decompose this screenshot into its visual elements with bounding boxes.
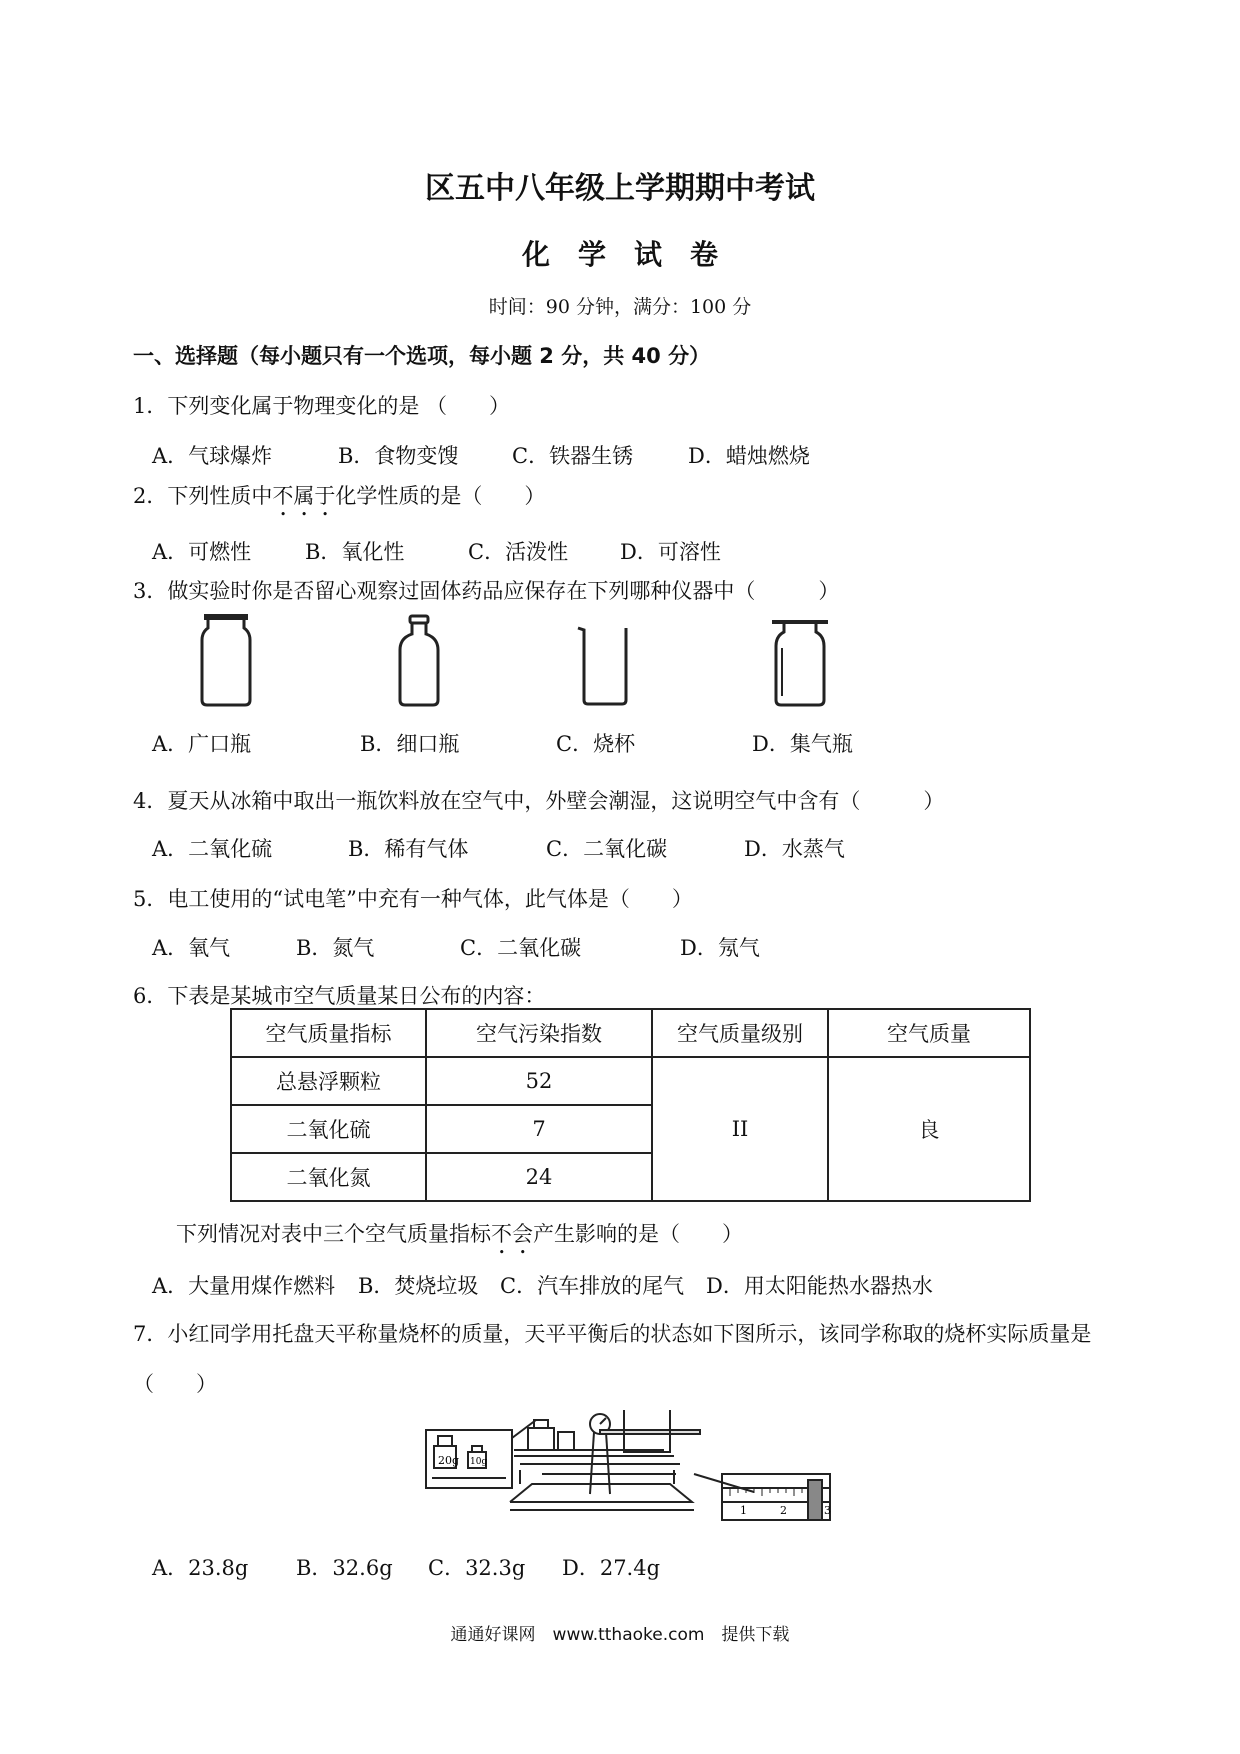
q4-option-a: A．二氧化硫 [152,837,273,861]
table-cell-index: 24 [426,1153,652,1201]
question-4-stem: 4．夏天从冰箱中取出一瓶饮料放在空气中，外壁会潮湿，这说明空气中含有（ ） [133,789,945,813]
q3-option-b: B．细口瓶 [360,732,460,756]
q1-option-b: B．食物变馊 [338,444,459,468]
q4-option-c: C．二氧化碳 [546,837,668,861]
scale-tick-2: 2 [780,1504,787,1517]
q7-option-c: C．32.3g [428,1556,526,1580]
wide-mouth-bottle-icon [198,612,254,708]
table-cell-index: 52 [426,1057,652,1105]
gas-collecting-bottle-icon [770,618,830,708]
q7-option-d: D．27.4g [562,1556,661,1580]
q6-sub-post: 产生影响的是（ ） [533,1222,743,1246]
question-3-stem: 3．做实验时你是否留心观察过固体药品应保存在下列哪种仪器中（ ） [133,579,840,603]
question-6-stem: 6．下表是某城市空气质量某日公布的内容： [133,984,546,1008]
q7-option-b: B．32.6g [296,1556,393,1580]
table-header-cell: 空气污染指数 [426,1009,652,1057]
q7-option-a: A．23.8g [152,1556,249,1580]
q2-option-d: D．可溶性 [620,540,721,564]
q3-option-d: D．集气瓶 [752,732,853,756]
q4-option-b: B．稀有气体 [348,837,469,861]
table-cell-quality: 良 [828,1057,1030,1201]
table-cell-indicator: 总悬浮颗粒 [231,1057,426,1105]
rider-scale-ticks [730,1488,802,1496]
scale-tick-1: 1 [740,1504,747,1517]
q4-option-d: D．水蒸气 [744,837,845,861]
beaker-icon [576,624,632,706]
q6-emphasis: 不会 [491,1222,533,1246]
q3-option-a: A．广口瓶 [152,732,252,756]
table-cell-level: II [652,1057,828,1201]
question-7-stem: 7．小红同学用托盘天平称量烧杯的质量，天平平衡后的状态如下图所示，该同学称取的烧杯实际质量是 [133,1322,1092,1346]
balance-body [510,1410,754,1510]
q6-sub-pre: 下列情况对表中三个空气质量指标 [176,1222,491,1246]
question-2-stem [133,480,545,521]
table-header-row [231,1009,1030,1057]
subject-title: 化 学 试 卷 [521,238,718,271]
air-quality-table [230,1008,1031,1202]
q5-option-b: B．氮气 [296,936,375,960]
q2-stem-post: 化学性质的是（ ） [335,484,546,508]
weight-10g-label: 10g [470,1457,488,1467]
table-cell-indicator: 二氧化硫 [231,1105,426,1153]
table-header-cell: 空气质量级别 [652,1009,828,1057]
q2-emphasis: 不属于 [272,484,336,508]
q2-option-c: C．活泼性 [468,540,569,564]
q5-option-d: D．氖气 [680,936,760,960]
table-header-cell: 空气质量指标 [231,1009,426,1057]
table-header-cell: 空气质量 [828,1009,1030,1057]
page-footer: 通通好课网 www.tthaoke.com 提供下载 [450,1625,790,1645]
table-cell-index: 7 [426,1105,652,1153]
q6-option-b: B．焚烧垃圾 [358,1274,479,1298]
balance-scale-diagram [424,1410,834,1526]
question-6-substem [176,1218,743,1259]
section-heading: 一、选择题（每小题只有一个选项，每小题 2 分，共 40 分） [133,344,711,368]
q6-option-c: C．汽车排放的尾气 [500,1274,685,1298]
q5-option-a: A．氧气 [152,936,231,960]
weight-20g-label: 20g [438,1454,460,1467]
q2-stem-pre: 2．下列性质中 [133,484,273,508]
table-cell-indicator: 二氧化氮 [231,1153,426,1201]
q6-option-a: A．大量用煤作燃料 [152,1274,336,1298]
time-info: 时间：90 分钟，满分：100 分 [488,296,752,318]
question-5-stem: 5．电工使用的“试电笔”中充有一种气体，此气体是（ ） [133,887,693,911]
q6-option-d: D．用太阳能热水器热水 [706,1274,933,1298]
narrow-mouth-bottle-icon [396,614,442,708]
q1-option-c: C．铁器生锈 [512,444,634,468]
q1-option-d: D．蜡烛燃烧 [688,444,810,468]
q2-option-a: A．可燃性 [152,540,252,564]
q2-option-b: B．氧化性 [305,540,405,564]
q1-option-a: A．气球爆炸 [152,444,273,468]
question-1-stem: 1．下列变化属于物理变化的是 （ ） [133,394,511,418]
q3-option-c: C．烧杯 [556,732,636,756]
rider-scale-inset [722,1474,830,1520]
q5-option-c: C．二氧化碳 [460,936,582,960]
table-row [231,1057,1030,1105]
exam-title: 区五中八年级上学期期中考试 [425,171,815,206]
question-7-bracket: （ ） [133,1372,217,1396]
scale-tick-3: 3 [824,1504,831,1517]
